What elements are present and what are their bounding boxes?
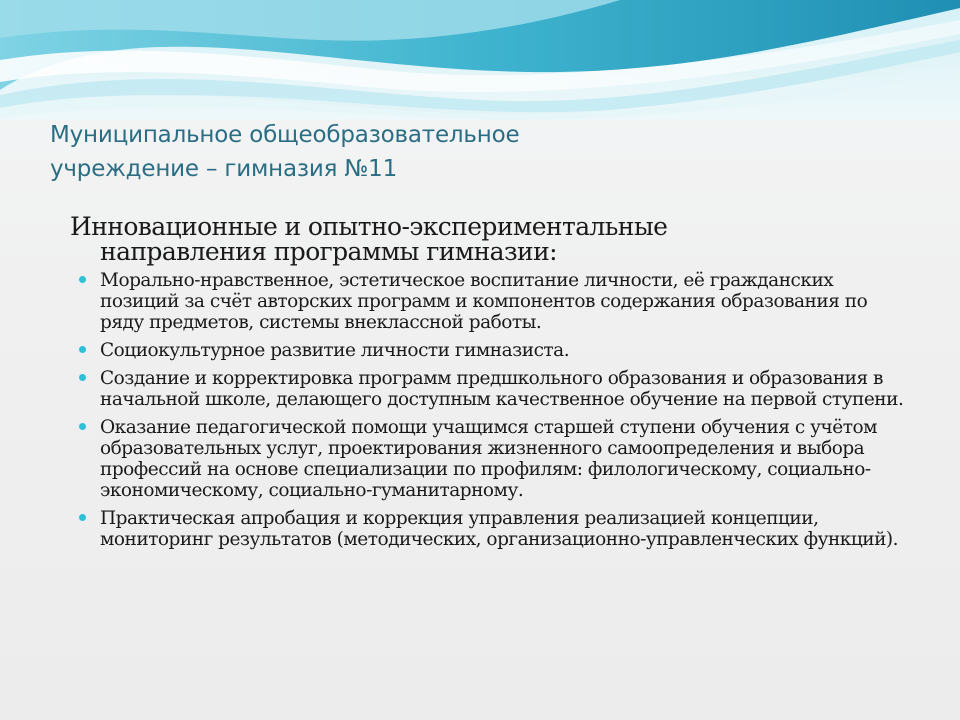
bullet-dot-icon	[79, 374, 86, 381]
slide-title	[50, 118, 910, 186]
slide-title-line-2: учреждение – гимназия №11	[50, 156, 398, 182]
list-item	[70, 340, 910, 361]
content-area	[70, 214, 910, 557]
section-heading-line-2: направления программы гимназии:	[100, 237, 557, 266]
bullet-dot-icon	[79, 423, 86, 430]
list-item	[70, 270, 910, 333]
slide-title-line-1: Муниципальное общеобразовательное	[50, 122, 520, 148]
list-item-text: Социокультурное развитие личности гимназиста.	[100, 340, 570, 361]
list-item-text: Оказание педагогической помощи учащимся старшей ступени обучения с учётом образовательных услуг, проектирования жизненного самоопределения и выбора профессий на основе специализации по профилям: филологическому, социально-экономическому, социально-гуманитарному.	[100, 417, 878, 501]
list-item-text: Практическая апробация и коррекция управления реализацией концепции, мониторинг результатов (методических, организационно-управленческих функций).	[100, 508, 899, 550]
list-item	[70, 508, 910, 550]
bullet-dot-icon	[79, 514, 86, 521]
bullet-list	[70, 270, 910, 550]
list-item-text: Морально-нравственное, эстетическое воспитание личности, её гражданских позиций за счёт авторских программ и компонентов содержания образования по ряду предметов, системы внеклассной работы.	[100, 270, 868, 333]
decorative-wave-header	[0, 0, 960, 120]
bullet-dot-icon	[79, 346, 86, 353]
list-item	[70, 368, 910, 410]
list-item-text: Создание и корректировка программ предшкольного образования и образования в начальной школе, делающего доступным качественное обучение на первой ступени.	[100, 368, 904, 410]
bullet-dot-icon	[79, 276, 86, 283]
section-heading-line-1: Инновационные и опытно-экспериментальные	[70, 212, 668, 241]
section-heading	[70, 214, 910, 264]
list-item	[70, 417, 910, 501]
